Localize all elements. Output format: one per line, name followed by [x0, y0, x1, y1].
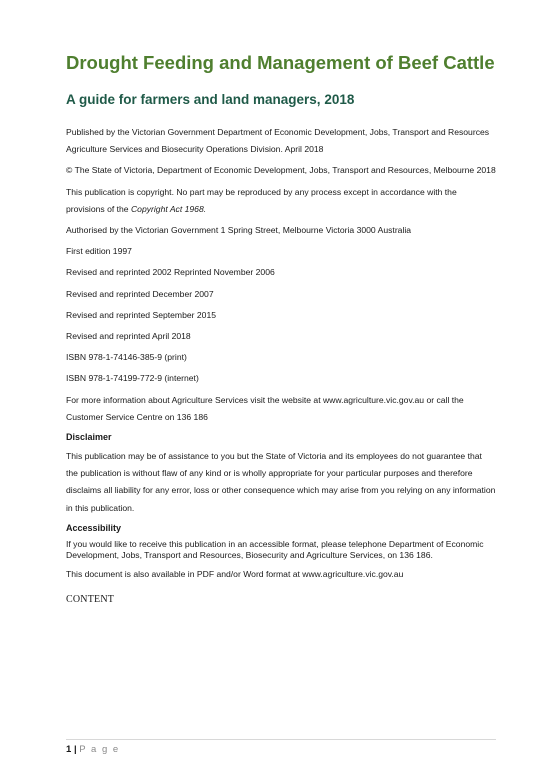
page-footer — [66, 739, 496, 755]
content-label: CONTENT — [66, 593, 115, 605]
revised-2002: Revised and reprinted 2002 Reprinted November 2006 — [66, 267, 275, 278]
page-word: P a g e — [79, 744, 120, 755]
disclaimer-text: This publication may be of assistance to you but the State of Victoria and its employees do not guarantee that the publication is without flaw of any kind or is wholly appropriate for your particular purposes and therefore disclaims all liability for any error, loss or other consequence which may arise from you relying on any information in this publication. — [66, 451, 496, 513]
revised-2015: Revised and reprinted September 2015 — [66, 309, 217, 320]
revised-2007: Revised and reprinted December 2007 — [66, 288, 214, 299]
revised-2018: Revised and reprinted April 2018 — [66, 331, 191, 342]
page-number: 1 — [66, 744, 72, 755]
copyright-act: Copyright Act 1968. — [130, 203, 207, 214]
isbn-print: ISBN 978-1-74146-385-9 (print) — [66, 352, 187, 363]
authorised-statement: Authorised by the Victorian Government 1 Spring Street, Melbourne Victoria 3000 Australia — [66, 225, 412, 236]
isbn-internet: ISBN 978-1-74199-772-9 (internet) — [66, 373, 199, 384]
copyright-owner: © The State of Victoria, Department of Economic Development, Jobs, Transport and Resources, Melbourne 2018 — [66, 165, 496, 176]
copyright-notice — [66, 184, 496, 218]
disclaimer-heading: Disclaimer — [66, 432, 112, 443]
accessibility-formats: This document is also available in PDF and/or Word format at www.agriculture.vic.gov.au — [66, 568, 404, 579]
document-subtitle: A guide for farmers and land managers, 2018 — [66, 92, 355, 107]
footer-separator: | — [73, 744, 77, 755]
document-body — [66, 124, 496, 605]
document-title: Drought Feeding and Management of Beef Cattle — [66, 52, 495, 73]
accessibility-text: If you would like to receive this publication in an accessible format, please telephone Department of Economic Development, Jobs, Transport and Resources, Biosecurity and Agriculture Services, on 136 186. — [66, 538, 484, 560]
accessibility-heading: Accessibility — [66, 522, 122, 533]
more-information: For more information about Agriculture Services visit the website at www.agriculture.vic.gov.au or call the Customer Service Centre on 136 186 — [66, 394, 464, 422]
first-edition: First edition 1997 — [66, 246, 132, 257]
copyright-notice-text: This publication is copyright. No part may be reproduced by any process except in accordance with the provisions of the — [66, 186, 457, 214]
published-statement: Published by the Victorian Government Department of Economic Development, Jobs, Transport and Resources Agriculture Services and Biosecurity Operations Division. April 2018 — [66, 127, 490, 155]
